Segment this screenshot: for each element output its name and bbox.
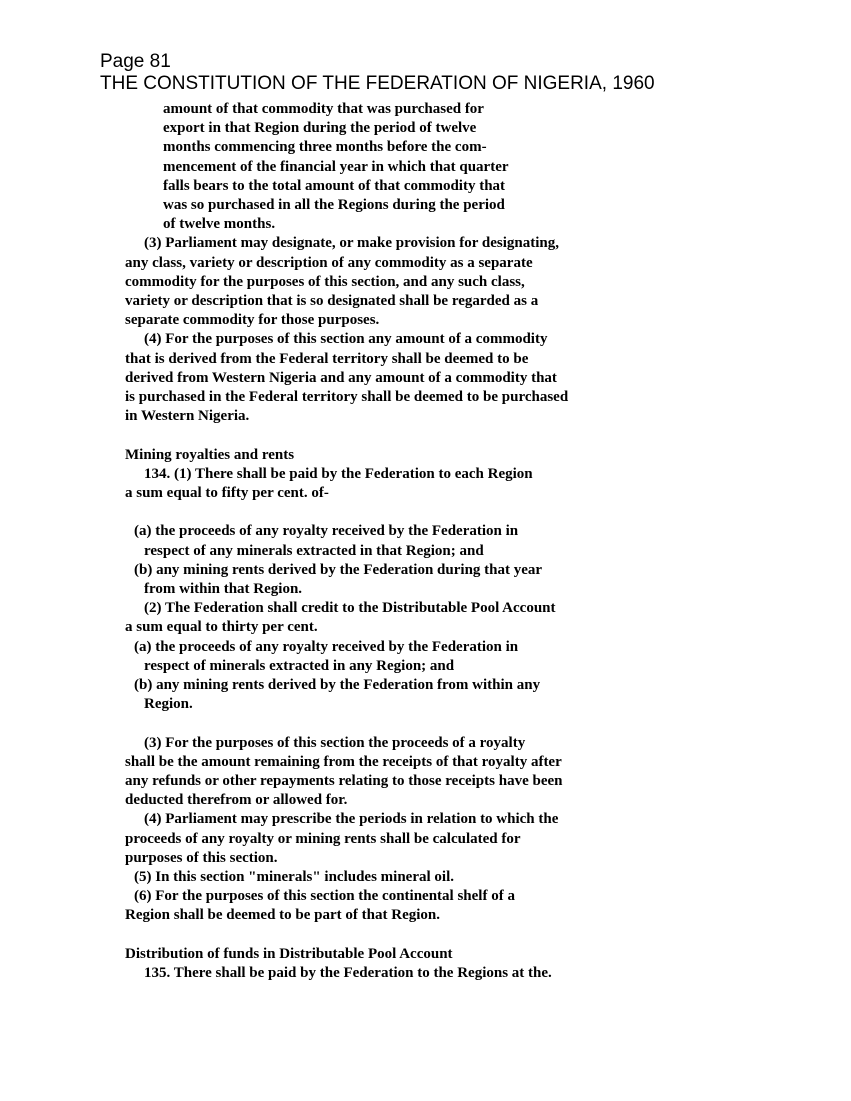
text-line: deducted therefrom or allowed for. [125, 792, 348, 809]
text-line: (4) For the purposes of this section any amount of a commodity [144, 331, 548, 348]
text-line: purposes of this section. [125, 849, 278, 866]
text-line: shall be the amount remaining from the receipts of that royalty after [125, 753, 562, 770]
text-line: variety or description that is so designated shall be regarded as a [125, 293, 539, 309]
text-line: (6) For the purposes of this section the continental shelf of a [134, 888, 515, 905]
text-line: a sum equal to fifty per cent. of- [125, 485, 329, 501]
text-line: (3) Parliament may designate, or make provision for designating, [144, 235, 559, 252]
text-line: in Western Nigeria. [125, 408, 250, 425]
text-line: commodity for the purposes of this section, and any such class, [125, 273, 525, 290]
text-line: of twelve months. [163, 216, 276, 233]
text-line: separate commodity for those purposes. [125, 312, 380, 329]
text-line: (b) any mining rents derived by the Federation during that year [134, 561, 543, 578]
page-number: Page 81 [100, 51, 171, 72]
text-line: (b) any mining rents derived by the Federation from within any [134, 677, 541, 693]
text-line: (3) For the purposes of this section the proceeds of a royalty [144, 734, 526, 751]
text-line: any refunds or other repayments relating to those receipts have been [125, 773, 563, 789]
text-line: was so purchased in all the Regions during the period [163, 197, 505, 213]
text-line: respect of minerals extracted in any Region; and [144, 657, 455, 674]
text-line: Distribution of funds in Distributable Pool Account [125, 945, 453, 962]
text-line: Region. [144, 696, 193, 713]
text-line: mencement of the financial year in which that quarter [163, 158, 509, 175]
text-line: proceeds of any royalty or mining rents shall be calculated for [125, 830, 521, 847]
text-line: (2) The Federation shall credit to the Distributable Pool Account [144, 600, 556, 617]
text-line: derived from Western Nigeria and any amount of a commodity that [125, 369, 557, 386]
text-line: 134. (1) There shall be paid by the Federation to each Region [144, 465, 533, 482]
text-line: that is derived from the Federal territory shall be deemed to be [125, 350, 529, 367]
text-line: Region shall be deemed to be part of that Region. [125, 907, 440, 924]
text-line: amount of that commodity that was purchased for [163, 101, 484, 117]
text-line: respect of any minerals extracted in that Region; and [144, 542, 484, 559]
text-line: export in that Region during the period of twelve [163, 120, 477, 137]
text-line: is purchased in the Federal territory shall be deemed to be purchased [125, 389, 569, 405]
text-line: from within that Region. [144, 581, 303, 597]
text-line: 135. There shall be paid by the Federation to the Regions at the. [144, 965, 552, 981]
text-line: any class, variety or description of any commodity as a separate [125, 254, 533, 271]
text-line: months commencing three months before the com- [163, 139, 487, 156]
text-line: (a) the proceeds of any royalty received by the Federation in [134, 523, 519, 540]
text-line: Mining royalties and rents [125, 446, 295, 463]
text-line: falls bears to the total amount of that commodity that [163, 177, 506, 194]
text-line: (5) In this section "minerals" includes mineral oil. [134, 869, 454, 885]
text-line: a sum equal to thirty per cent. [125, 619, 318, 636]
text-line: (a) the proceeds of any royalty received by the Federation in [134, 638, 519, 655]
document-title: THE CONSTITUTION OF THE FEDERATION OF NIGERIA, 1960 [100, 73, 655, 94]
text-line: (4) Parliament may prescribe the periods in relation to which the [144, 811, 559, 828]
